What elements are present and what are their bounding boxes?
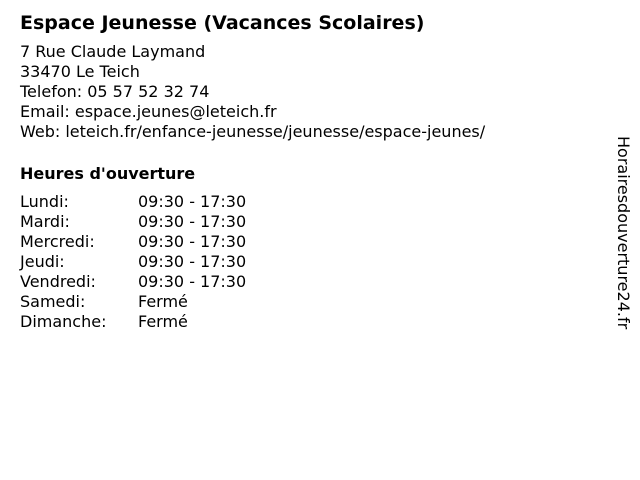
day-label: Samedi: (20, 292, 86, 311)
hours-row-sunday (20, 312, 600, 332)
email-line: Email: espace.jeunes@leteich.fr (20, 102, 277, 121)
day-label: Mardi: (20, 212, 70, 231)
hours-row-saturday (20, 292, 600, 312)
day-label: Mercredi: (20, 232, 95, 251)
address-line-2: 33470 Le Teich (20, 62, 140, 81)
phone-line: Telefon: 05 57 52 32 74 (20, 82, 210, 101)
side-brand-text: Horairesdouverture24.fr (614, 136, 633, 330)
hours-list (20, 192, 600, 332)
time-value: 09:30 - 17:30 (138, 272, 247, 291)
address-line-1: 7 Rue Claude Laymand (20, 42, 206, 61)
day-label: Vendredi: (20, 272, 96, 291)
time-value: 09:30 - 17:30 (138, 252, 247, 271)
hours-row-tuesday (20, 212, 600, 232)
hours-row-thursday (20, 252, 600, 272)
hours-row-wednesday (20, 232, 600, 252)
day-label: Jeudi: (20, 252, 65, 271)
hours-row-friday (20, 272, 600, 292)
time-value: 09:30 - 17:30 (138, 212, 247, 231)
business-card (20, 10, 600, 332)
hours-row-monday (20, 192, 600, 212)
day-label: Lundi: (20, 192, 69, 211)
business-title: Espace Jeunesse (Vacances Scolaires) (20, 12, 425, 34)
day-label: Dimanche: (20, 312, 107, 331)
time-value: Fermé (138, 312, 188, 331)
hours-heading: Heures d'ouverture (20, 164, 196, 183)
time-value: 09:30 - 17:30 (138, 232, 247, 251)
time-value: Fermé (138, 292, 188, 311)
time-value: 09:30 - 17:30 (138, 192, 247, 211)
web-line: Web: leteich.fr/enfance-jeunesse/jeunesse/espace-jeunes/ (20, 122, 486, 141)
